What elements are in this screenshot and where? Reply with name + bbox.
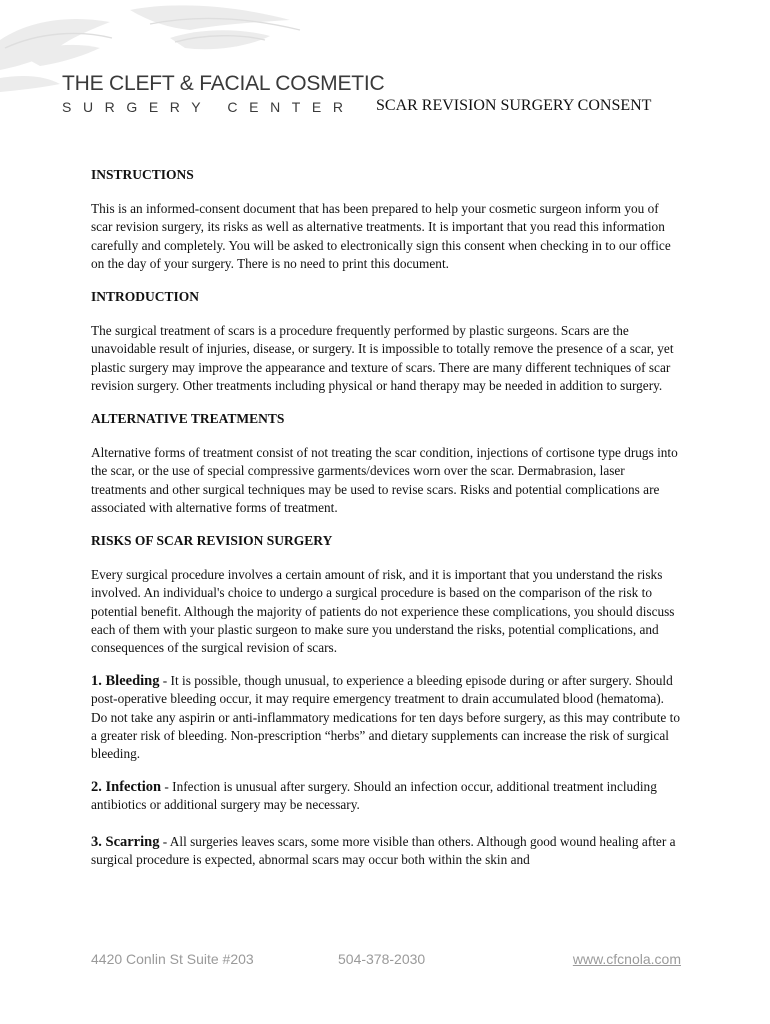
risks-paragraph: Every surgical procedure involves a certain amount of risk, and it is important that you understand the risks involved. An individual's choice to undergo a surgical procedure is based on the comparison of the risk to potential benefit. Although the majority of patients do not experience these complications, you should discuss each of them with your plastic surgeon to make sure you understand the risks, potential complications, and consequences of the surgical revision of scars. <box>91 567 675 656</box>
introduction-heading: INTRODUCTION <box>91 289 200 305</box>
risk-item-infection <box>91 778 683 814</box>
risks-heading: RISKS OF SCAR REVISION SURGERY <box>91 533 333 549</box>
logo-line-1: THE CLEFT & FACIAL COSMETIC <box>62 72 385 95</box>
logo-line-2: SURGERY CENTER <box>62 99 355 115</box>
risk-item-scarring <box>91 833 683 869</box>
footer-website-link[interactable]: www.cfcnola.com <box>572 951 681 967</box>
introduction-paragraph: The surgical treatment of scars is a procedure frequently performed by plastic surgeons. Scars are the unavoidable result of injuries, disease, or surgery. It is impossible to totally remove the presence of a scar, yet plastic surgery may improve the appearance and texture of scars. There are many different techniques of scar revision surgery. Other treatments including physical or hand therapy may be needed in addition to surgery. <box>91 323 674 393</box>
instructions-paragraph: This is an informed-consent document that has been prepared to help your cosmetic surgeon inform you of scar revision surgery, its risks as well as alternative treatments. It is important that you read this information carefully and completely. You will be asked to electronically sign this consent when checking in to our office on the day of your surgery. There is no need to print this document. <box>91 201 671 271</box>
footer-address: 4420 Conlin St Suite #203 <box>91 951 254 967</box>
risk-item-title: 1. Bleeding <box>91 673 160 690</box>
company-logo <box>62 72 385 116</box>
risk-item-title: 2. Infection <box>91 779 162 796</box>
document-title: SCAR REVISION SURGERY CONSENT <box>376 97 652 114</box>
risk-item-bleeding <box>91 672 683 763</box>
risk-item-text: - Infection is unusual after surgery. Should an infection occur, additional treatment including antibiotics or additional surgery may be necessary. <box>91 779 657 813</box>
alternative-treatments-heading: ALTERNATIVE TREATMENTS <box>91 411 285 427</box>
alternative-treatments-paragraph: Alternative forms of treatment consist of not treating the scar condition, injections of cortisone type drugs into the scar, or the use of special compressive garments/devices worn over the scar. Dermabrasion, laser treatments and other surgical techniques may be used to revise scars. Risks and potential complications are associated with alternative forms of treatment. <box>91 445 678 515</box>
document-body <box>91 166 683 884</box>
risk-item-text: - It is possible, though unusual, to experience a bleeding episode during or after surgery. Should post-operative bleeding occur, it may require emergency treatment to drain accumulated blood (hematoma). Do not take any aspirin or anti-inflammatory medications for ten days before surgery, as this may contribute to a greater risk of bleeding. Non-prescription “herbs” and dietary supplements can increase the risk of surgical bleeding. <box>91 673 680 762</box>
instructions-heading: INSTRUCTIONS <box>91 167 194 182</box>
risk-item-text: - All surgeries leaves scars, some more visible than others. Although good wound healing after a surgical procedure is expected, abnormal scars may occur both within the skin and <box>91 833 676 867</box>
risk-item-title: 3. Scarring <box>91 833 160 850</box>
footer-phone[interactable]: 504-378-2030 <box>338 951 426 967</box>
